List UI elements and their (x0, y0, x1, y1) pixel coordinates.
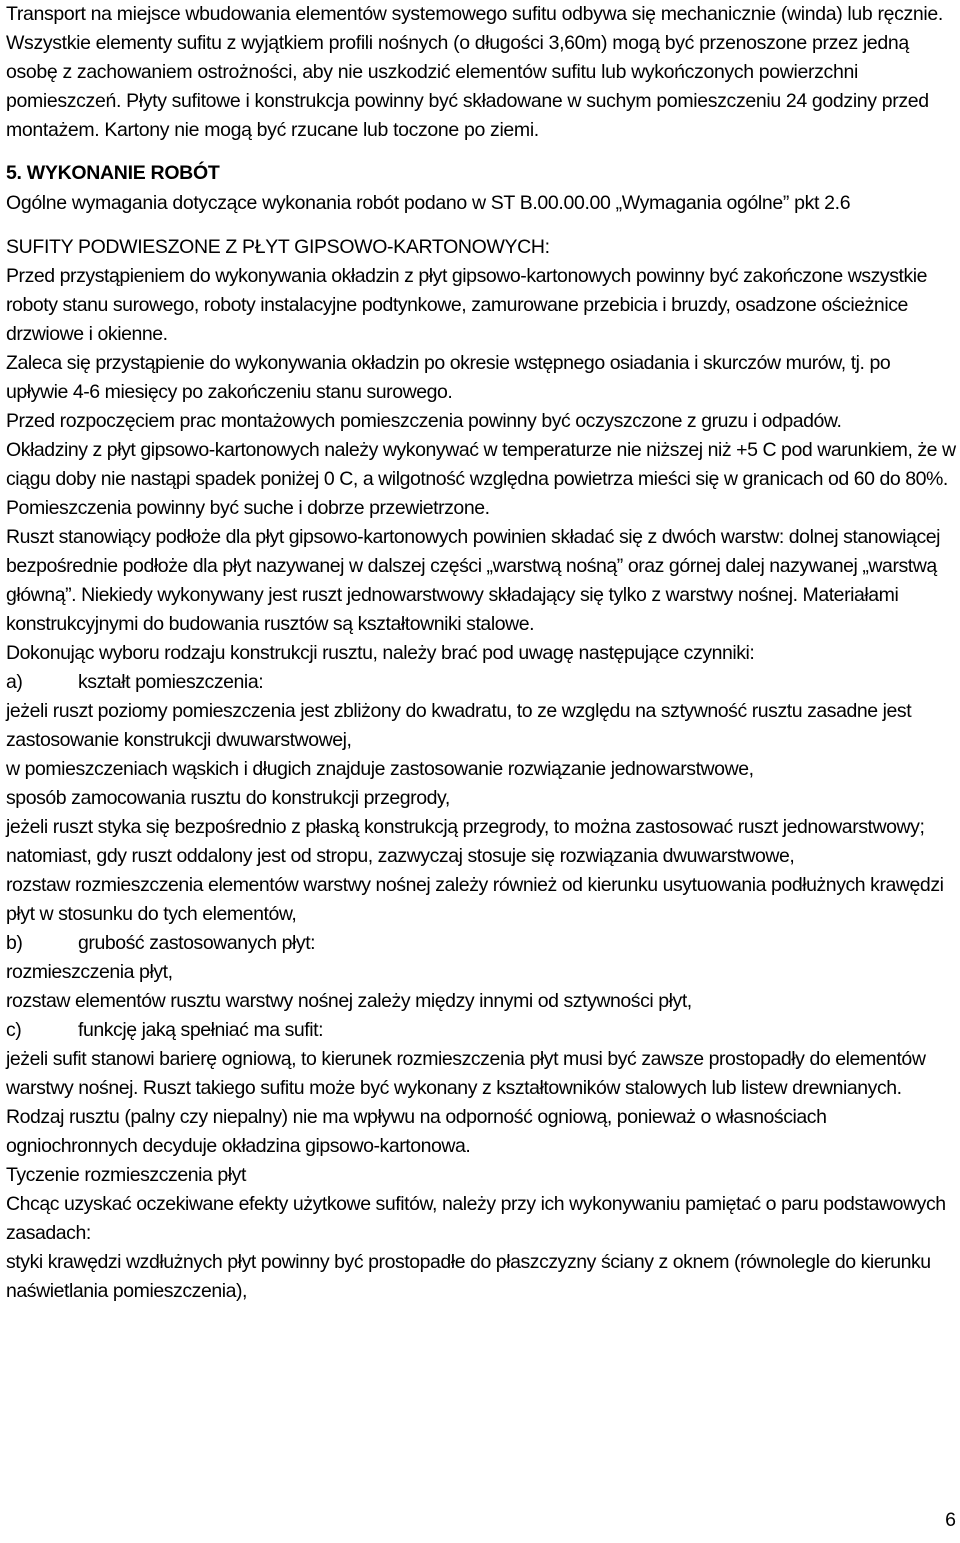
factor-a-line: w pomieszczeniach wąskich i długich znajduje zastosowanie rozwiązanie jednowarstwowe, (6, 758, 754, 780)
factor-a-line: jeżeli ruszt styka się bezpośrednio z płaską konstrukcją przegrody, to można zastosować ruszt jednowarstwowy; natomiast, gdy ruszt oddalony jest od stropu, zazwyczaj stosuje się rozwiązania dwuwarstwowe, (6, 816, 925, 867)
body-text (6, 262, 956, 1306)
paragraph: Zaleca się przystąpienie do wykonywania okładzin po okresie wstępnego osiadania i skurczów murów, tj. po upływie 4-6 miesięcy po zakończeniu stanu surowego. (6, 352, 891, 403)
factor-c-line: Chcąc uzyskać oczekiwane efekty użytkowe sufitów, należy przy ich wykonywaniu pamiętać o paru podstawowych zasadach: (6, 1193, 946, 1244)
paragraph: Przed przystąpieniem do wykonywania okładzin z płyt gipsowo-kartonowych powinny być zakończone wszystkie roboty stanu surowego, roboty instalacyjne podtynkowe, zamurowane przebicia i bruzdy, osadzone ościeżnice drzwiowe i okienne. (6, 265, 928, 345)
factor-b-label: b) (6, 932, 23, 954)
top-paragraph: Transport na miejsce wbudowania elementów systemowego sufitu odbywa się mechanicznie (winda) lub ręcznie. Wszystkie elementy sufitu z wyjątkiem profili nośnych (o długości 3,60m) mogą być przenoszone przez jedną osobę z zachowaniem ostrożności, aby nie uszkodzić elementów sufitu lub wykończonych powierzchni pomieszczeń. Płyty sufitowe i konstrukcja powinny być składowane w suchym pomieszczeniu 24 godziny przed montażem. Kartony nie mogą być rzucane lub toczone po ziemi. (6, 3, 943, 141)
factor-c-line: Tyczenie rozmieszczenia płyt (6, 1164, 246, 1186)
factor-c-line: jeżeli sufit stanowi barierę ogniową, to kierunek rozmieszczenia płyt musi być zawsze prostopadły do elementów warstwy nośnej. Ruszt takiego sufitu może być wykonany z kształtowników stalowych lub listew drewnianych. Rodzaj rusztu (palny czy niepalny) nie ma wpływu na odporność ogniową, ponieważ o własnościach ogniochronnych decyduje okładzina gipsowo-kartonowa. (6, 1048, 926, 1157)
factor-a-line: rozstaw rozmieszczenia elementów warstwy nośnej zależy również od kierunku usytuowania podłużnych krawędzi płyt w stosunku do tych elementów, (6, 874, 944, 925)
factor-a (6, 668, 956, 697)
factor-a-line: sposób zamocowania rusztu do konstrukcji przegrody, (6, 787, 450, 809)
paragraph: Pomieszczenia powinny być suche i dobrze przewietrzone. (6, 497, 490, 519)
factor-c-line: styki krawędzi wzdłużnych płyt powinny być prostopadłe do płaszczyzny ściany z oknem (równolegle do kierunku naświetlania pomieszczenia), (6, 1251, 931, 1302)
section-intro: Ogólne wymagania dotyczące wykonania robót podano w ST B.00.00.00 „Wymagania ogólne” pkt 2.6 (6, 192, 851, 214)
factor-c-label: c) (6, 1019, 22, 1041)
factor-c-text: funkcję jaką spełniać ma sufit: (78, 1019, 324, 1041)
factor-a-text: kształt pomieszczenia: (78, 671, 264, 693)
factor-b-text: grubość zastosowanych płyt: (78, 932, 316, 954)
section-heading: 5. WYKONANIE ROBÓT (6, 162, 220, 184)
factor-c (6, 1016, 956, 1045)
factor-b (6, 929, 956, 958)
subsection-title: SUFITY PODWIESZONE Z PŁYT GIPSOWO-KARTONOWYCH: (6, 236, 550, 258)
factor-b-line: rozstaw elementów rusztu warstwy nośnej zależy między innymi od sztywności płyt, (6, 990, 692, 1012)
page-number: 6 (945, 1509, 956, 1531)
factor-a-label: a) (6, 671, 23, 693)
document-page (6, 0, 956, 1306)
factor-a-line: jeżeli ruszt poziomy pomieszczenia jest zbliżony do kwadratu, to ze względu na sztywność rusztu zasadne jest zastosowanie konstrukcji dwuwarstwowej, (6, 700, 912, 751)
paragraph: Okładziny z płyt gipsowo-kartonowych należy wykonywać w temperaturze nie niższej niż +5 C pod warunkiem, że w ciągu doby nie nastąpi spadek poniżej 0 C, a wilgotność względna powietrza mieści się w granicach od 60 do 80%. (6, 439, 956, 490)
paragraph: Ruszt stanowiący podłoże dla płyt gipsowo-kartonowych powinien składać się z dwóch warstw: dolnej stanowiącej bezpośrednie podłoże dla płyt nazywanej w dalszej części „warstwą nośną” oraz górnej dalej nazywanej „warstwą główną”. Niekiedy wykonywany jest ruszt jednowarstwowy składający się tylko z warstwy nośnej. Materiałami konstrukcyjnymi do budowania rusztów są kształtowniki stalowe. (6, 526, 941, 635)
paragraph: Przed rozpoczęciem prac montażowych pomieszczenia powinny być oczyszczone z gruzu i odpadów. (6, 410, 842, 432)
paragraph: Dokonując wyboru rodzaju konstrukcji rusztu, należy brać pod uwagę następujące czynniki: (6, 642, 755, 664)
factor-b-line: rozmieszczenia płyt, (6, 961, 173, 983)
